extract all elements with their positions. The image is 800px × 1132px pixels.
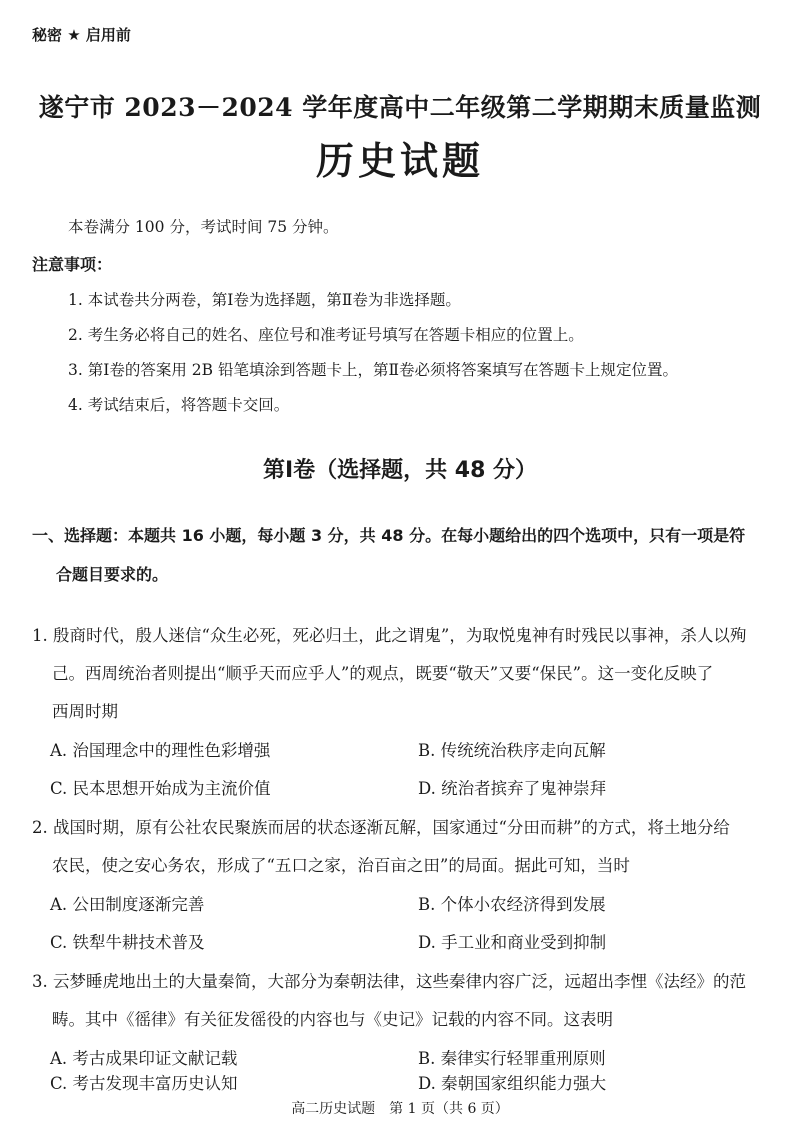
question-1-option-a: A. 治国理念中的理性色彩增强 bbox=[50, 741, 271, 760]
notes-heading: 注意事项： bbox=[32, 255, 113, 274]
score-time-info: 本卷满分 100 分，考试时间 75 分钟。 bbox=[68, 218, 339, 236]
section-instruction-cont: 合题目要求的。 bbox=[56, 565, 169, 584]
section-instruction: 一、选择题：本题共 16 小题，每小题 3 分，共 48 分。在每小题给出的四个选项中，只有一项是符 bbox=[32, 526, 746, 545]
question-3-option-a: A. 考古成果印证文献记载 bbox=[50, 1049, 238, 1068]
question-1-stem-cont: 己。西周统治者则提出“顺乎天而应乎人”的观点，既要“敬天”又要“保民”。这一变化反映了 bbox=[52, 664, 714, 683]
question-1-option-b: B. 传统统治秩序走向瓦解 bbox=[418, 741, 606, 760]
question-2-option-d: D. 手工业和商业受到抑制 bbox=[418, 933, 607, 952]
question-3-stem: 3. 云梦睡虎地出土的大量秦简，大部分为秦朝法律，这些秦律内容广泛，远超出李悝《法经》的范 bbox=[32, 972, 746, 991]
note-item: 2. 考生务必将自己的姓名、座位号和准考证号填写在答题卡相应的位置上。 bbox=[68, 326, 584, 344]
question-2-stem: 2. 战国时期，原有公社农民聚族而居的状态逐渐瓦解，国家通过“分田而耕”的方式，将土地分给 bbox=[32, 818, 730, 837]
exam-title: 遂宁市 2023－2024 学年度高中二年级第二学期期末质量监测 bbox=[38, 93, 762, 122]
question-3-option-d: D. 秦朝国家组织能力强大 bbox=[418, 1074, 607, 1093]
question-3-stem-cont: 畴。其中《徭律》有关征发徭役的内容也与《史记》记载的内容不同。这表明 bbox=[52, 1010, 613, 1029]
subject-title: 历史试题 bbox=[315, 138, 484, 183]
question-2-option-a: A. 公田制度逐渐完善 bbox=[50, 895, 205, 914]
note-item: 4. 考试结束后，将答题卡交回。 bbox=[68, 396, 290, 414]
page-footer: 高二历史试题 第 1 页（共 6 页） bbox=[291, 1101, 509, 1117]
question-1-stem: 1. 殷商时代，殷人迷信“众生必死，死必归土，此之谓鬼”，为取悦鬼神有时残民以事神，杀人以殉 bbox=[32, 626, 747, 645]
question-2-option-b: B. 个体小农经济得到发展 bbox=[418, 895, 606, 914]
part-one-title: 第Ⅰ卷（选择题，共 48 分） bbox=[262, 458, 538, 483]
note-item: 1. 本试卷共分两卷，第Ⅰ卷为选择题，第Ⅱ卷为非选择题。 bbox=[68, 291, 461, 309]
question-3-option-b: B. 秦律实行轻罪重刑原则 bbox=[418, 1049, 606, 1068]
question-1-stem-cont: 西周时期 bbox=[52, 702, 118, 721]
question-2-option-c: C. 铁犁牛耕技术普及 bbox=[50, 933, 205, 952]
question-2-stem-cont: 农民，使之安心务农，形成了“五口之家，治百亩之田”的局面。据此可知，当时 bbox=[52, 856, 630, 875]
note-item: 3. 第Ⅰ卷的答案用 2B 铅笔填涂到答题卡上，第Ⅱ卷必须将答案填写在答题卡上规定位置。 bbox=[68, 361, 678, 379]
confidential-label: 秘密 ★ 启用前 bbox=[32, 26, 131, 44]
question-3-option-c: C. 考古发现丰富历史认知 bbox=[50, 1074, 238, 1093]
question-1-option-d: D. 统治者摈弃了鬼神崇拜 bbox=[418, 779, 607, 798]
question-1-option-c: C. 民本思想开始成为主流价值 bbox=[50, 779, 271, 798]
